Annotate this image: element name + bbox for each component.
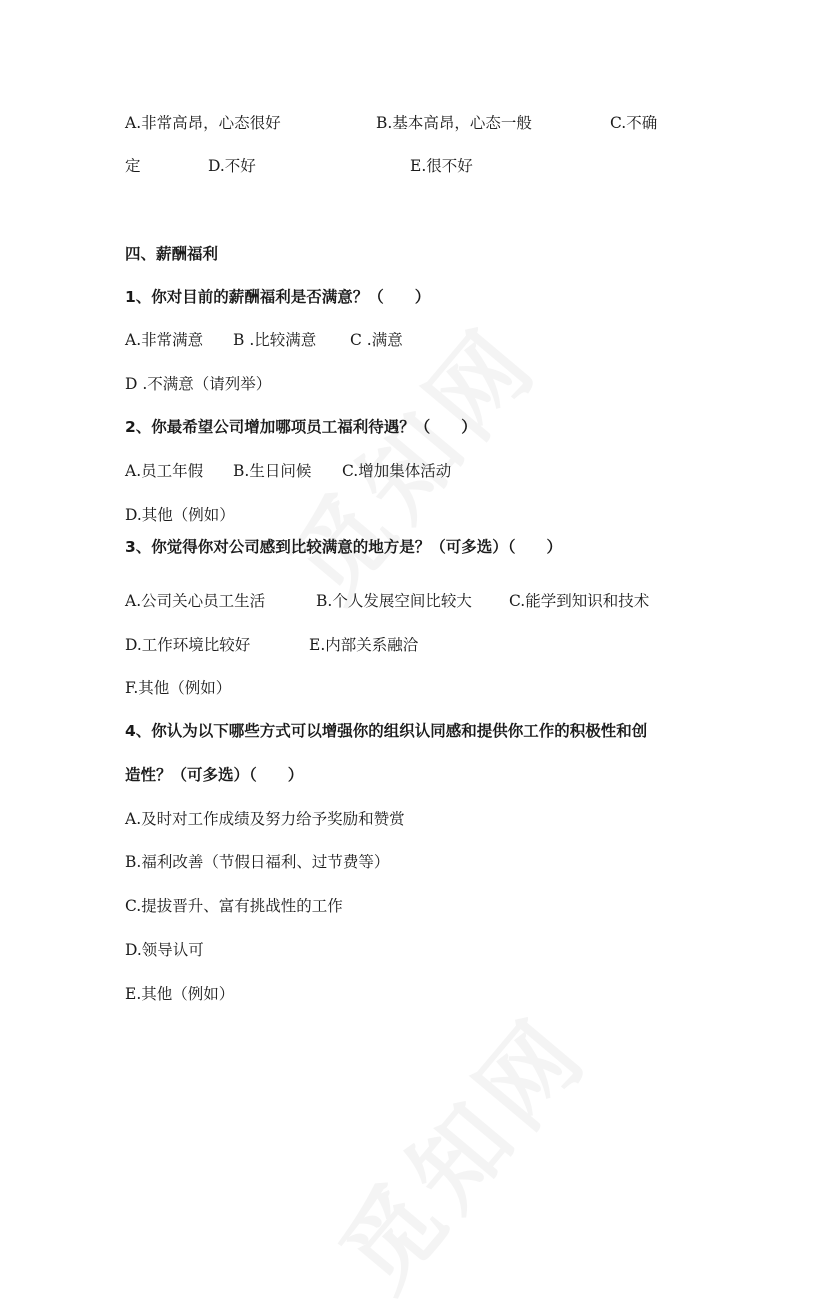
- q4-option-d: D.领导认可: [125, 941, 204, 959]
- option-c: C.不确: [610, 114, 658, 132]
- q4-option-c: C.提拔晋升、富有挑战性的工作: [125, 897, 343, 915]
- q3-option-b: B.个人发展空间比较大: [316, 592, 472, 610]
- option-b: B.基本高昂，心态一般: [376, 114, 532, 132]
- question-4: 4、你认为以下哪些方式可以增强你的组织认同感和提供你工作的积极性和创: [125, 722, 648, 740]
- option-c-wrap: 定: [125, 157, 141, 175]
- option-e: E.很不好: [410, 157, 473, 175]
- question-1: 1、你对目前的薪酬福利是否满意？（ ）: [125, 288, 431, 306]
- option-a: A.非常高昂，心态很好: [125, 114, 281, 132]
- watermark-bottom: [304, 983, 613, 1314]
- q1-option-a: A.非常满意: [125, 331, 204, 349]
- q1-option-c: C .满意: [350, 331, 403, 349]
- q2-option-b: B.生日问候: [233, 462, 312, 480]
- q3-option-e: E.内部关系融洽: [309, 636, 419, 654]
- question-2: 2、你最希望公司增加哪项员工福利待遇？（ ）: [125, 418, 477, 436]
- section-title: 四、薪酬福利: [125, 245, 219, 263]
- q3-option-f: F.其他（例如）: [125, 679, 232, 697]
- q2-option-a: A.员工年假: [125, 462, 204, 480]
- q4-option-a: A.及时对工作成绩及努力给予奖励和赞赏: [125, 810, 405, 828]
- q3-option-d: D.工作环境比较好: [125, 636, 251, 654]
- q2-option-c: C.增加集体活动: [342, 462, 452, 480]
- q1-option-b: B .比较满意: [233, 331, 317, 349]
- q4-option-b: B.福利改善（节假日福利、过节费等）: [125, 853, 390, 871]
- q1-option-d: D .不满意（请列举）: [125, 375, 272, 393]
- option-d: D.不好: [208, 157, 256, 175]
- q4-option-e: E.其他（例如）: [125, 985, 235, 1003]
- q3-option-c: C.能学到知识和技术: [509, 592, 650, 610]
- question-3: 3、你觉得你对公司感到比较满意的地方是？（可多选）（ ）: [125, 538, 563, 556]
- question-4-wrap: 造性？（可多选）（ ）: [125, 766, 304, 784]
- q3-option-a: A.公司关心员工生活: [125, 592, 266, 610]
- q2-option-d: D.其他（例如）: [125, 506, 235, 524]
